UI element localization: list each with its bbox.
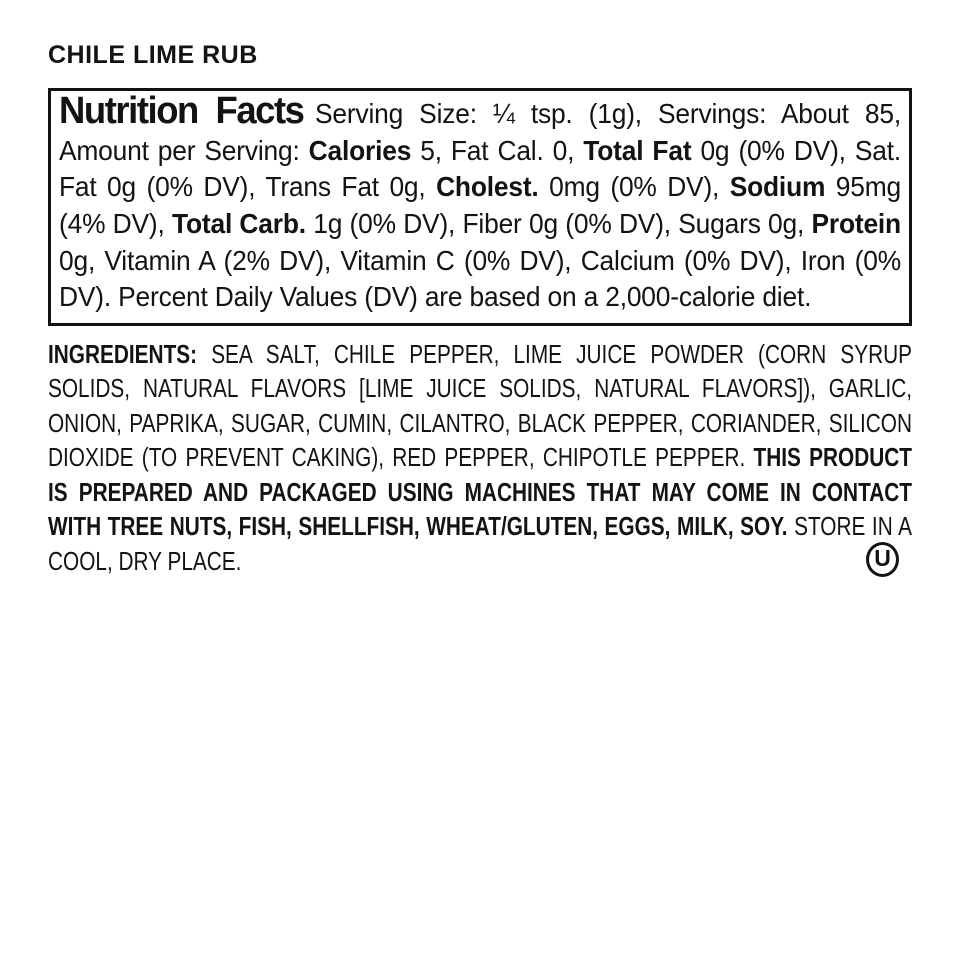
text-segment: 5, Fat Cal. 0, [411,134,584,166]
nutrition-facts-box [48,88,912,326]
ingredients-text [48,337,912,579]
text-segment: Sodium [729,171,826,203]
text-segment: THIS PRODUCT IS PREPARED AND PACKAGED USING MACHINES THAT MAY COME IN CONTACT WITH TREE NUTS, FISH, SHELLFISH, WHEAT/GLUTEN, EGGS, MILK, SOY. [48,442,912,542]
text-segment: STORE IN A COOL, DRY PLACE. [48,511,912,576]
kosher-ou-letter: U [874,545,891,572]
text-segment: 95mg (4% DV), [59,171,901,240]
nutrition-facts-text [59,90,902,316]
text-segment: 0g (0% DV), Sat. Fat 0g (0% DV), Trans Fat 0g, [59,134,902,203]
text-segment: 1g (0% DV), Fiber 0g (0% DV), Sugars 0g, [305,208,812,240]
text-segment: Serving Size: ¼ tsp. (1g), Servings: About 85, Amount per Serving: [59,98,901,166]
text-segment: 0g, Vitamin A (2% DV), Vitamin C (0% DV), Calcium (0% DV), Iron (0% DV). Percent Daily Values (DV) are based on a 2,000-calorie diet. [59,244,902,313]
text-segment: Total Fat [583,134,692,166]
product-title: CHILE LIME RUB [48,41,258,69]
text-segment: INGREDIENTS: [48,338,212,369]
ingredients-section [48,337,912,579]
text-segment: Calories [308,134,412,166]
text-segment: 0mg (0% DV), [538,171,730,203]
text-segment: Protein [811,208,901,240]
nutrition-facts-heading: Nutrition Facts [59,90,304,133]
text-segment: Total Carb. [171,208,306,240]
text-segment: SEA SALT, CHILE PEPPER, LIME JUICE POWDER (CORN SYRUP SOLIDS, NATURAL FLAVORS [LIME JUICE SOLIDS, NATURAL FLAVORS]), GARLIC, ONION, PAPRIKA, SUGAR, CUMIN, CILANTRO, BLACK PEPPER, CORIANDER, SILICON DIOXIDE (TO PREVENT CAKING), RED PEPPER, CHIPOTLE PEPPER. [48,338,912,473]
text-segment: Cholest. [436,171,539,203]
